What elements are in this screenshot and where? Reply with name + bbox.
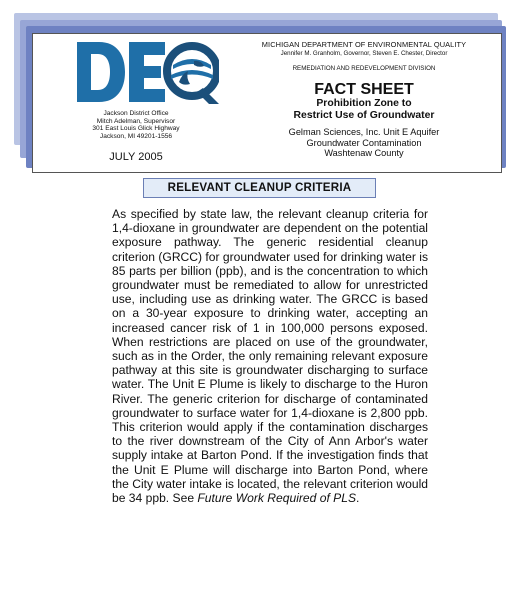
agency-officials: Jennifer M. Granholm, Governor, Steven E. Chester, Director [280,50,448,57]
logo-globe-q [167,46,219,104]
deq-logo [73,38,219,106]
division-name: REMEDIATION AND REDEVELOPMENT DIVISION [292,65,436,72]
site-line-2: Groundwater Contamination [306,137,422,148]
body-main-text: As specified by state law, the relevant cleanup criteria for 1,4-dioxane in groundwater are dependent on the potential exposure pathway. The generic residential cleanup criterion (GRCC) for groundwater used for drinking water is 85 parts per billion (ppb), and is the concentration to which groundwater must be remediated to allow for unrestricted use, including use as drinking water. The GRCC is based on a 30-year exposure to drinking water, accepting an increased cancer risk of 1 in 100,000 persons exposed. When restrictions are placed on use of the groundwater, such as in the Order, the only remaining relevant exposure pathway at this site is groundwater discharging to surface water. The Unit E Plume is likely to discharge to the Huron River. The generic criterion for discharge of contaminated groundwater to surface water for 1,4-dioxane is 2,800 ppb. This criterion would apply if the contamination discharges to the river downstream of the City of Ann Arbor's water supply intake at Barton Pond. If the investigation finds that the Unit E Plume will discharge into Barton Pond, where the City water intake is located, the relevant criterion would be 34 ppb. See [112,207,428,506]
district-city: Jackson, MI 49201-1556 [99,132,173,140]
district-supervisor: Mitch Adelman, Supervisor [96,117,176,125]
body-end-punctuation: . [356,491,360,506]
fact-sheet-subtitle-1: Prohibition Zone to [316,98,412,109]
fact-sheet-title: FACT SHEET [314,81,414,98]
agency-block [231,40,497,159]
section-body-paragraph [112,207,428,505]
district-office-name: Jackson District Office [103,110,169,117]
district-office-address [41,110,231,140]
agency-name: MICHIGAN DEPARTMENT OF ENVIRONMENTAL QUALITY [261,40,467,49]
site-description [231,127,497,159]
body-reference-italic: Future Work Required of PLS [197,491,357,506]
fact-sheet-subtitle-2: Restrict Use of Groundwater [293,110,435,121]
section-heading: RELEVANT CLEANUP CRITERIA [143,178,376,198]
fact-sheet-header [32,33,502,173]
publication-date: JULY 2005 [109,151,163,163]
site-line-3: Washtenaw County [324,148,404,159]
logo-letter-e [129,42,165,102]
logo-letter-d [77,42,125,102]
district-street: 301 East Louis Glick Highway [92,125,180,133]
site-line-1: Gelman Sciences, Inc. Unit E Aquifer [288,127,440,137]
